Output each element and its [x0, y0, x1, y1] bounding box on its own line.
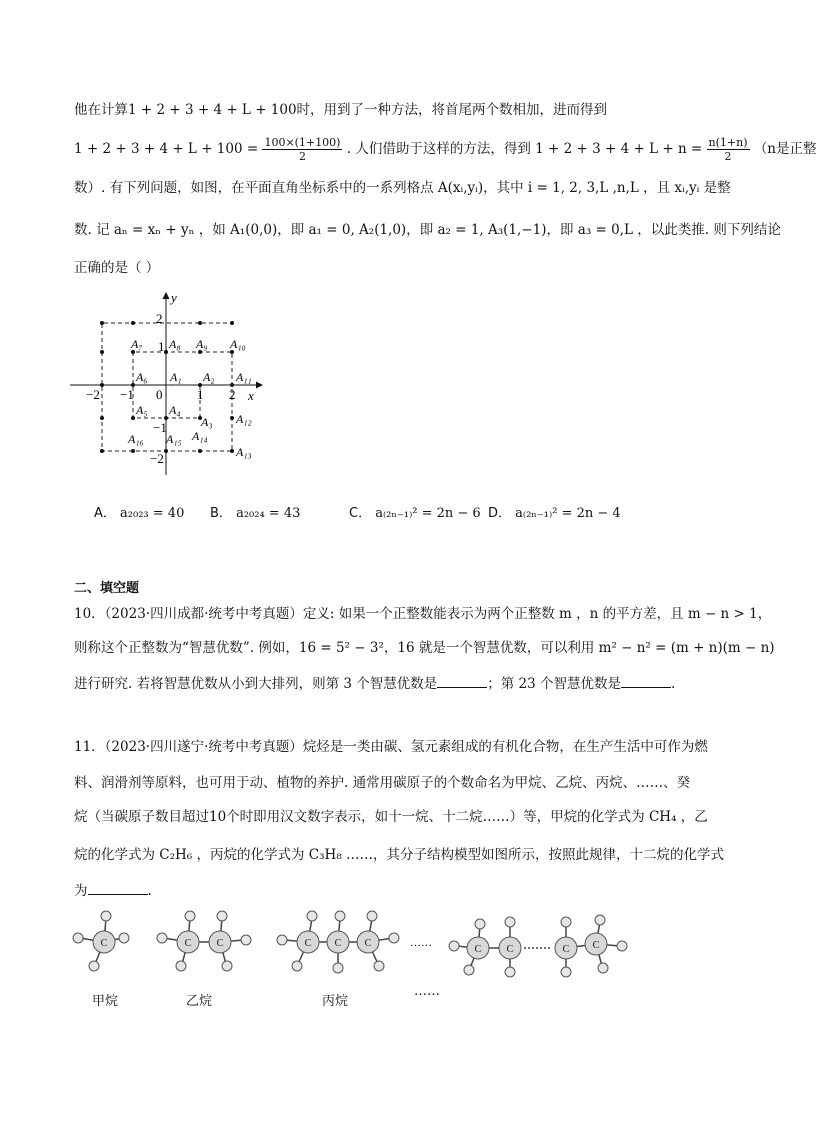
q9-line-2 [74, 136, 817, 163]
point-a16: A₁₆ [128, 432, 144, 446]
q10-text-b: ；第 23 个智慧优数是 [487, 676, 622, 692]
q11-text-end: . [147, 883, 152, 899]
point-a10: A₁₀ [230, 337, 246, 351]
x-axis-label: x [248, 388, 254, 403]
q9-text-mid: . 人们借助于这样的方法，得到 1 + 2 + 3 + 4 + L + n = [346, 141, 703, 157]
ellipsis-label: …… [414, 984, 440, 999]
option-b-letter: B． [210, 506, 232, 521]
point-a12: A₁₂ [236, 412, 252, 426]
point-a11: A₁₁ [236, 370, 252, 384]
tick-y-neg1: −1 [153, 420, 167, 435]
fraction-numerator: n(1+n) [708, 136, 748, 149]
propane-label: 丙烷 [322, 994, 349, 1009]
q9-line-3: 数）. 有下列问题，如图，在平面直角坐标系中的一系列格点 A(xᵢ,yᵢ)，其中 i = 1, 2, 3,L ,n,L ，且 xᵢ,yᵢ 是整 [74, 180, 731, 196]
option-b-text: a₂₀₂₄ = 43 [236, 506, 301, 521]
tick-x-neg2: −2 [86, 387, 100, 402]
q11-line-5 [74, 881, 152, 901]
fraction-denominator: 2 [298, 150, 306, 163]
q11-line-2: 料、润滑剂等原料，也可用于动、植物的养护. 通常用碳原子的个数命名为甲烷、乙烷、丙烷、……、癸 [74, 775, 691, 791]
carbon-label: C [216, 938, 224, 949]
alkane-molecule-models [60, 908, 640, 980]
point-a14: A₁₄ [192, 429, 208, 443]
q10-text-c: . [671, 676, 676, 692]
tick-y-2: 2 [156, 311, 163, 326]
carbon-label: C [592, 940, 600, 951]
carbon-label: C [474, 944, 482, 955]
tick-y-neg2: −2 [150, 451, 164, 466]
q9-line-4: 数. 记 aₙ = xₙ + yₙ ，如 A₁(0,0)，即 a₁ = 0, A₂(1,0)，即 a₂ = 1, A₃(1,−1)，即 a₃ = 0,L ，以此类推. 则下列结论 [74, 222, 781, 238]
tick-x-neg1: −1 [120, 387, 134, 402]
option-c[interactable] [349, 502, 481, 521]
carbon-label: C [364, 938, 372, 949]
option-d[interactable] [488, 502, 621, 521]
tick-x-2: 2 [229, 387, 236, 402]
tick-y-1: 1 [158, 339, 165, 354]
option-b[interactable] [210, 502, 300, 521]
option-a-text: a₂₀₂₃ = 40 [120, 506, 185, 521]
q11-line-3: 烷（当碳原子数目超过10个时即用汉文数字表示，如十一烷、十二烷……）等，甲烷的化学式为 CH₄ ，乙 [74, 809, 708, 825]
q9-line-1: 他在计算1 + 2 + 3 + 4 + L + 100时，用到了一种方法，将首尾两个数相加，进而得到 [74, 102, 608, 118]
point-a13: A₁₃ [236, 445, 252, 459]
answer-blank-2[interactable] [621, 675, 671, 688]
option-a-letter: A． [94, 506, 116, 521]
section-title: 二、填空题 [74, 581, 140, 596]
option-c-text: a₍₂ₙ₋₁₎² = 2n − 6 [375, 506, 481, 521]
q11-line-1: 11．（2023·四川遂宁·统考中考真题）烷烃是一类由碳、氢元素组成的有机化合物，在生产生活中可作为燃 [74, 739, 708, 755]
point-a7: A₇ [131, 337, 143, 351]
q10-line-2: 则称这个正整数为“智慧优数”. 例如，16 = 5² − 3²，16 就是一个智慧优数，可以利用 m² − n² = (m + n)(m − n) [74, 640, 775, 656]
point-a9: A₉ [196, 337, 208, 351]
point-a4: A₄ [169, 403, 181, 417]
option-a[interactable] [94, 502, 184, 521]
q11-text-a: 为 [74, 883, 88, 899]
point-a2: A₂ [203, 370, 215, 384]
fraction-numerator: 100×(1+100) [264, 136, 341, 149]
option-d-text: a₍₂ₙ₋₁₎² = 2n − 4 [515, 506, 621, 521]
q9-sum-expression: 1 + 2 + 3 + 4 + L + 100 = [74, 141, 259, 157]
q9-fraction-1 [262, 136, 342, 163]
q9-fraction-2 [707, 136, 750, 163]
option-d-letter: D． [488, 506, 512, 521]
carbon-label: C [304, 938, 312, 949]
tick-x-1: 1 [197, 387, 204, 402]
fraction-denominator: 2 [724, 150, 732, 163]
origin-label: 0 [156, 387, 163, 402]
carbon-label: C [562, 944, 570, 955]
q10-line-3 [74, 674, 675, 694]
carbon-label: C [506, 944, 514, 955]
carbon-label: C [184, 938, 192, 949]
point-a1: A₁ [170, 370, 182, 384]
carbon-label: C [334, 938, 342, 949]
q10-text-a: 进行研究. 若将智慧优数从小到大排列，则第 3 个智慧优数是 [74, 676, 438, 692]
answer-blank-3[interactable] [88, 882, 148, 895]
lattice-point-graph [60, 285, 275, 485]
methane-label: 甲烷 [92, 994, 119, 1009]
q10-line-1: 10．（2023·四川成都·统考中考真题）定义: 如果一个正整数能表示为两个正整数 m ，n 的平方差，且 m − n > 1， [74, 606, 772, 622]
q9-text-end: （n是正整 [753, 141, 817, 157]
carbon-label: C [100, 938, 108, 949]
option-c-letter: C． [349, 506, 372, 521]
q9-line-5: 正确的是（ ） [74, 260, 160, 276]
point-a3: A₃ [201, 415, 213, 429]
q11-line-4: 烷的化学式为 C₂H₆ ，丙烷的化学式为 C₃H₈ ……，其分子结构模型如图所示，按照此规律，十二烷的化学式 [74, 847, 725, 863]
answer-blank-1[interactable] [437, 675, 487, 688]
point-a15: A₁₅ [166, 432, 182, 446]
molecule-ellipsis: …… [410, 937, 432, 949]
ethane-label: 乙烷 [186, 994, 213, 1009]
point-a8: A₈ [169, 337, 181, 351]
point-a5: A₅ [136, 403, 148, 417]
point-a6: A₆ [136, 370, 148, 384]
y-axis-label: y [171, 290, 177, 305]
